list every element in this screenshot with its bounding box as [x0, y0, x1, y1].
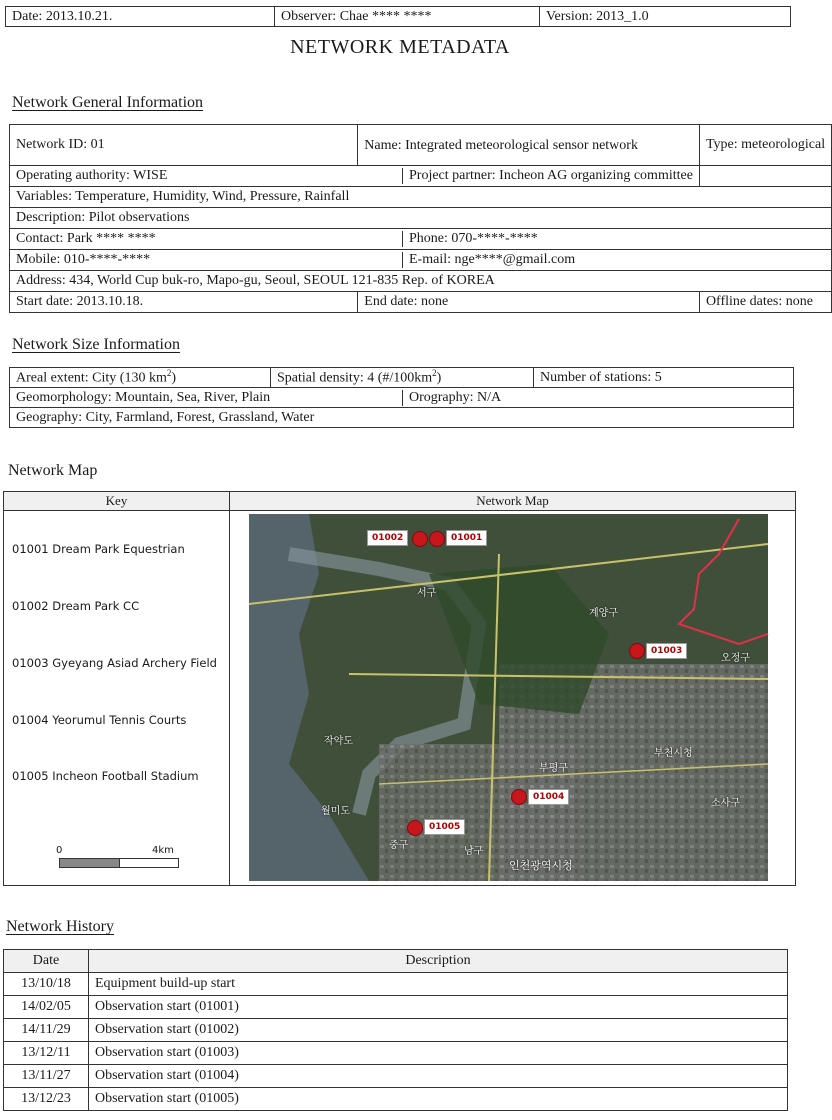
contact-text: Contact: Park **** **** — [10, 231, 403, 247]
spatial-density-end: ) — [436, 370, 442, 386]
areal-extent-text: Areal extent: City (130 km — [16, 370, 167, 386]
map-text-8: 월미도 — [321, 806, 350, 817]
key-column-header: Key — [4, 492, 230, 511]
station-label-01005: 01005 — [424, 819, 465, 835]
general-heading: Network General Information — [12, 94, 204, 111]
scale-bar-light — [119, 858, 179, 868]
geomorphology-row — [10, 388, 794, 408]
variables: Variables: Temperature, Humidity, Wind, Pressure, Rainfall — [10, 187, 832, 208]
map-text-11: 오정구 — [721, 653, 750, 664]
history-date: 13/12/11 — [4, 1042, 89, 1065]
station-marker-01002[interactable] — [412, 531, 428, 547]
network-type: Type: meteorological — [699, 125, 831, 166]
areal-extent — [10, 368, 271, 388]
station-count: Number of stations: 5 — [534, 368, 794, 388]
map-text-9: 부천시청 — [654, 748, 693, 759]
history-desc: Observation start (01005) — [89, 1088, 788, 1111]
map-text-7: 작약도 — [324, 736, 353, 747]
history-row — [4, 1065, 788, 1088]
operating-authority-text: Operating authority: WISE — [10, 168, 403, 184]
size-heading: Network Size Information — [12, 336, 180, 353]
map-column-header: Network Map — [230, 492, 795, 511]
scale-end: 4km — [152, 845, 174, 856]
key-item-3: 01003 Gyeyang Asiad Archery Field — [12, 656, 217, 670]
station-label-01002: 01002 — [367, 530, 408, 546]
network-name-text: Name: Integrated meteorological sensor network — [364, 137, 638, 153]
map-graphic — [249, 514, 768, 881]
scale-start: 0 — [56, 845, 63, 856]
orography-text: Orography: N/A — [409, 389, 502, 405]
map-text-1: 서구 — [417, 588, 437, 599]
station-marker-01001[interactable] — [429, 531, 445, 547]
history-row — [4, 1042, 788, 1065]
key-item-4: 01004 Yeorumul Tennis Courts — [12, 713, 187, 727]
aerial-map — [249, 514, 768, 881]
size-table — [9, 367, 794, 428]
header-version: Version: 2013_1.0 — [540, 7, 791, 27]
history-col-description: Description — [89, 950, 788, 973]
history-row — [4, 1019, 788, 1042]
project-partner-text: Project partner: Incheon AG organizing committee — [409, 168, 693, 183]
spatial-density-text: Spatial density: 4 (#/100km — [277, 370, 433, 386]
geomorphology-text: Geomorphology: Mountain, Sea, River, Plain — [10, 390, 403, 406]
key-divider — [229, 492, 230, 885]
key-item-1: 01001 Dream Park Equestrian — [12, 542, 185, 556]
history-table — [3, 949, 788, 1111]
station-label-01001: 01001 — [446, 530, 487, 546]
map-text-2: 계양구 — [589, 608, 618, 619]
partner-spill — [699, 166, 831, 187]
header-table — [5, 6, 791, 27]
map-text-4: 남구 — [464, 846, 484, 857]
history-date: 13/11/27 — [4, 1065, 89, 1088]
history-date: 14/11/29 — [4, 1019, 89, 1042]
email-text: E-mail: nge****@gmail.com — [409, 252, 576, 267]
history-desc: Observation start (01003) — [89, 1042, 788, 1065]
start-date: Start date: 2013.10.18. — [10, 292, 358, 313]
network-id: Network ID: 01 — [10, 125, 358, 166]
key-item-2: 01002 Dream Park CC — [12, 599, 140, 613]
general-table — [9, 124, 832, 313]
scale-bar-dark — [59, 858, 121, 868]
header-date: Date: 2013.10.21. — [6, 7, 275, 27]
phone-text: Phone: 070-****-**** — [409, 231, 538, 246]
station-marker-01005[interactable] — [407, 820, 423, 836]
map-text-5: 중구 — [389, 840, 409, 851]
spatial-density — [271, 368, 534, 388]
end-date: End date: none — [358, 292, 700, 313]
station-label-01003: 01003 — [646, 643, 687, 659]
map-text-10: 소사구 — [711, 798, 740, 809]
contact-row — [10, 229, 832, 250]
map-text-6: 인천광역시청 — [509, 859, 573, 872]
network-name — [358, 125, 700, 166]
history-row — [4, 973, 788, 996]
history-date: 13/12/23 — [4, 1088, 89, 1111]
geography: Geography: City, Farmland, Forest, Grassland, Water — [10, 408, 794, 428]
station-marker-01004[interactable] — [511, 789, 527, 805]
key-item-5: 01005 Incheon Football Stadium — [12, 769, 199, 783]
mobile-row — [10, 250, 832, 271]
history-date: 13/10/18 — [4, 973, 89, 996]
map-text-3: 부평구 — [539, 763, 568, 774]
page-title: NETWORK METADATA — [290, 36, 510, 58]
spatial-density-sup: 2 — [432, 368, 437, 379]
history-col-date: Date — [4, 950, 89, 973]
areal-extent-end: ) — [171, 370, 177, 386]
history-desc: Observation start (01001) — [89, 996, 788, 1019]
header-observer: Observer: Chae **** **** — [275, 7, 540, 27]
station-label-01004: 01004 — [528, 789, 569, 805]
operating-authority — [10, 166, 700, 187]
mobile-text: Mobile: 010-****-**** — [10, 252, 403, 268]
history-desc: Observation start (01002) — [89, 1019, 788, 1042]
history-row — [4, 996, 788, 1019]
history-heading: Network History — [6, 918, 114, 935]
areal-extent-sup: 2 — [166, 368, 172, 379]
description: Description: Pilot observations — [10, 208, 832, 229]
history-desc: Equipment build-up start — [89, 973, 788, 996]
scale-bar — [59, 858, 179, 867]
history-date: 14/02/05 — [4, 996, 89, 1019]
map-heading: Network Map — [8, 462, 98, 479]
address: Address: 434, World Cup buk-ro, Mapo-gu, Seoul, SEOUL 121-835 Rep. of KOREA — [10, 271, 832, 292]
history-desc: Observation start (01004) — [89, 1065, 788, 1088]
map-frame — [3, 491, 796, 886]
history-row — [4, 1088, 788, 1111]
offline-dates: Offline dates: none — [699, 292, 831, 313]
station-marker-01003[interactable] — [629, 643, 645, 659]
